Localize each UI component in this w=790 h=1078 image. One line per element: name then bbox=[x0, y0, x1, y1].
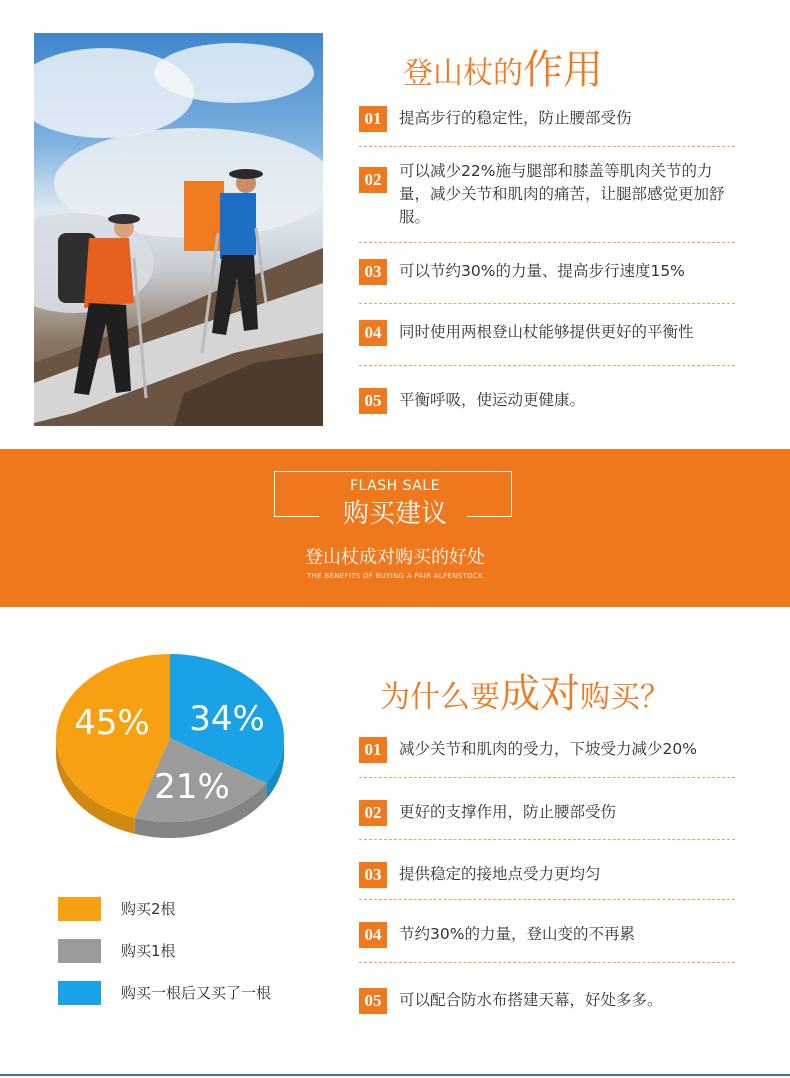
list-item bbox=[359, 147, 735, 243]
pie-slice-label: 21% bbox=[154, 767, 230, 807]
item-text: 提供稳定的接地点受力更均匀 bbox=[399, 865, 601, 883]
title-small: 登山杖的 bbox=[403, 56, 523, 91]
list-item bbox=[359, 963, 735, 1023]
legend-swatch bbox=[58, 981, 101, 1005]
legend-label: 购买一根后又买了一根 bbox=[121, 984, 272, 1002]
pie-chart bbox=[52, 650, 292, 860]
number-badge: 05 bbox=[359, 388, 387, 414]
number-badge: 03 bbox=[359, 862, 387, 888]
list-item bbox=[359, 900, 735, 963]
reasons-list bbox=[359, 734, 735, 1023]
list-item bbox=[359, 366, 735, 426]
section-title-why-pair bbox=[380, 662, 670, 717]
legend-label: 购买1根 bbox=[121, 942, 176, 960]
list-item bbox=[359, 243, 735, 304]
item-text: 可以减少22%施与腿部和膝盖等肌肉关节的力量，减少关节和肌肉的痛苦，让腿部感觉更加舒服。 bbox=[399, 162, 725, 226]
legend-swatch bbox=[58, 939, 101, 963]
number-badge: 05 bbox=[359, 988, 387, 1014]
pie-chart-svg bbox=[52, 650, 292, 860]
item-text: 更好的支撑作用，防止腰部受伤 bbox=[399, 803, 617, 821]
legend-swatch bbox=[58, 897, 101, 921]
purchase-advice-banner bbox=[0, 449, 790, 607]
item-text: 减少关节和肌肉的受力，下坡受力减少20% bbox=[399, 740, 697, 758]
item-text: 同时使用两根登山杖能够提供更好的平衡性 bbox=[399, 323, 694, 341]
banner-english: THE BENEFITS OF BUYING A PAIR ALPENSTOCK bbox=[306, 572, 484, 580]
title-big: 成对 bbox=[500, 671, 580, 717]
legend-label: 购买2根 bbox=[121, 900, 176, 918]
list-item bbox=[359, 778, 735, 840]
number-badge: 04 bbox=[359, 320, 387, 346]
number-badge: 02 bbox=[359, 167, 387, 193]
list-item bbox=[359, 304, 735, 366]
list-item bbox=[359, 734, 735, 778]
section-title-function bbox=[403, 38, 603, 93]
title-small: 为什么要 bbox=[380, 680, 500, 715]
hikers-illustration bbox=[34, 33, 323, 426]
bottom-divider bbox=[0, 1074, 790, 1076]
pie-slice-label: 45% bbox=[74, 703, 150, 743]
number-badge: 03 bbox=[359, 259, 387, 285]
banner-title: 购买建议 bbox=[342, 499, 447, 529]
item-text: 可以配合防水布搭建天幕，好处多多。 bbox=[399, 991, 663, 1009]
banner-subtitle: 登山杖成对购买的好处 bbox=[305, 547, 485, 568]
list-item bbox=[359, 840, 735, 900]
flash-sale-label: FLASH SALE bbox=[350, 478, 440, 494]
hikers-photo bbox=[34, 33, 323, 426]
item-text: 可以节约30%的力量、提高步行速度15% bbox=[399, 262, 685, 280]
title-big: 作用 bbox=[523, 47, 603, 93]
number-badge: 01 bbox=[359, 737, 387, 763]
number-badge: 04 bbox=[359, 922, 387, 948]
number-badge: 02 bbox=[359, 800, 387, 826]
function-list bbox=[359, 100, 735, 426]
item-text: 平衡呼吸，使运动更健康。 bbox=[399, 391, 586, 409]
list-item bbox=[359, 100, 735, 147]
item-text: 提高步行的稳定性，防止腰部受伤 bbox=[399, 109, 632, 127]
title-small: 购买？ bbox=[580, 680, 670, 715]
item-text: 节约30%的力量，登山变的不再累 bbox=[399, 925, 635, 943]
number-badge: 01 bbox=[359, 106, 387, 132]
pie-slice-label: 34% bbox=[189, 699, 265, 739]
